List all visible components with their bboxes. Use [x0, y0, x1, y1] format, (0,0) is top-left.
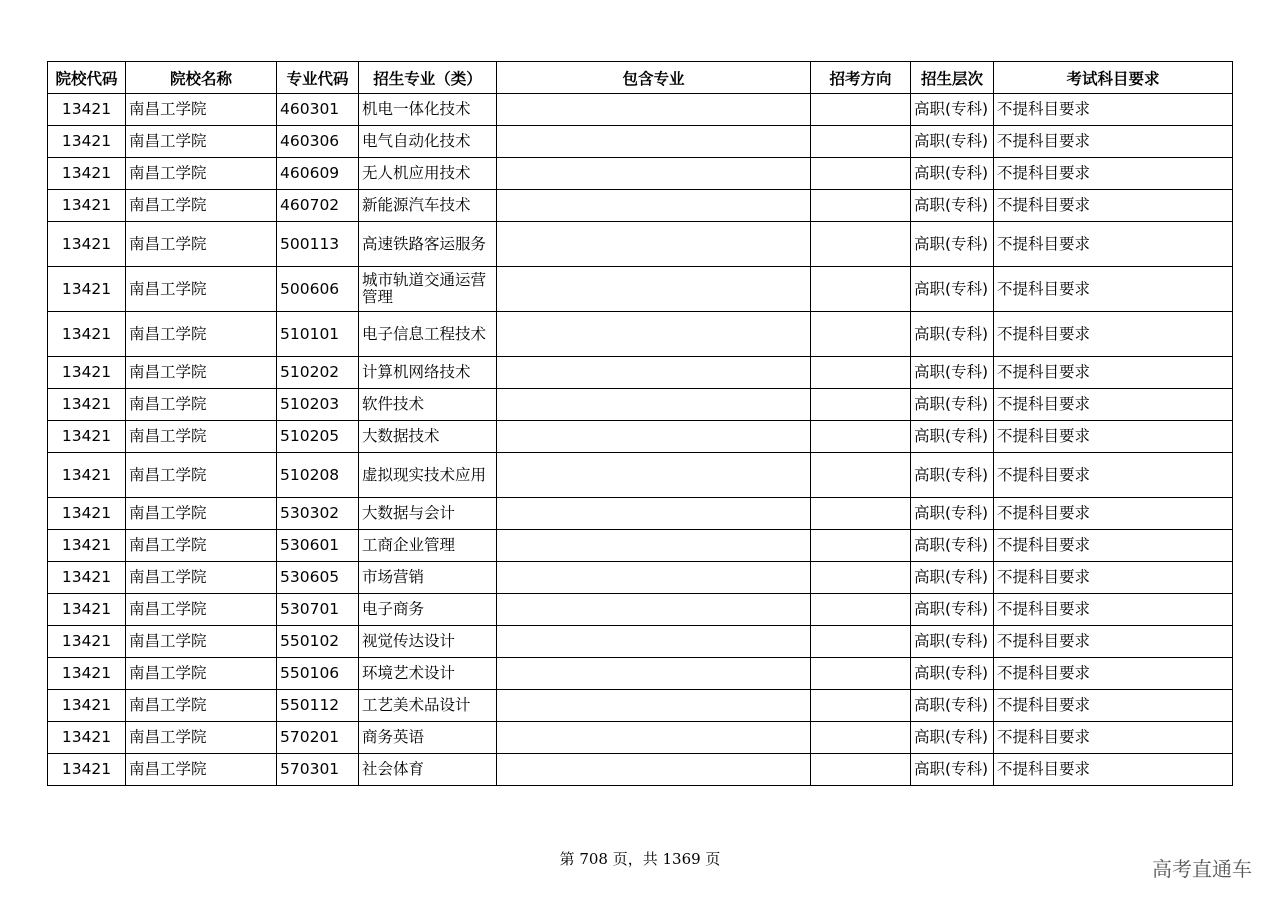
cell-requirement: 不提科目要求	[994, 421, 1233, 453]
page-number: 第 708 页，共 1369 页	[559, 850, 721, 868]
header-level: 招生层次	[911, 62, 994, 94]
cell-major: 视觉传达设计	[359, 626, 497, 658]
table-row	[48, 594, 1233, 626]
cell-level: 高职(专科)	[911, 126, 994, 158]
cell-school-code: 13421	[48, 312, 126, 357]
cell-requirement: 不提科目要求	[994, 722, 1233, 754]
cell-major-code: 550112	[277, 690, 359, 722]
cell-level: 高职(专科)	[911, 267, 994, 312]
cell-level: 高职(专科)	[911, 222, 994, 267]
cell-major: 高速铁路客运服务	[359, 222, 497, 267]
cell-school-code: 13421	[48, 658, 126, 690]
cell-major: 机电一体化技术	[359, 94, 497, 126]
cell-major: 大数据与会计	[359, 498, 497, 530]
cell-school-code: 13421	[48, 594, 126, 626]
cell-school-code: 13421	[48, 453, 126, 498]
table-row	[48, 754, 1233, 786]
table-row	[48, 267, 1233, 312]
cell-level: 高职(专科)	[911, 498, 994, 530]
cell-school-name: 南昌工学院	[126, 626, 277, 658]
cell-direction	[811, 267, 911, 312]
cell-level: 高职(专科)	[911, 594, 994, 626]
cell-requirement: 不提科目要求	[994, 190, 1233, 222]
cell-major-code: 550102	[277, 626, 359, 658]
cell-level: 高职(专科)	[911, 158, 994, 190]
cell-major-code: 500606	[277, 267, 359, 312]
cell-requirement: 不提科目要求	[994, 222, 1233, 267]
cell-school-name: 南昌工学院	[126, 562, 277, 594]
table-row	[48, 357, 1233, 389]
cell-major-code: 510208	[277, 453, 359, 498]
cell-level: 高职(专科)	[911, 453, 994, 498]
cell-direction	[811, 498, 911, 530]
cell-school-name: 南昌工学院	[126, 498, 277, 530]
cell-included-majors	[497, 754, 811, 786]
table-row	[48, 94, 1233, 126]
cell-school-code: 13421	[48, 626, 126, 658]
cell-school-name: 南昌工学院	[126, 690, 277, 722]
cell-major-code: 510203	[277, 389, 359, 421]
header-school-name: 院校名称	[126, 62, 277, 94]
cell-requirement: 不提科目要求	[994, 94, 1233, 126]
cell-major: 软件技术	[359, 389, 497, 421]
header-included-majors: 包含专业	[497, 62, 811, 94]
cell-direction	[811, 94, 911, 126]
cell-included-majors	[497, 722, 811, 754]
cell-school-code: 13421	[48, 190, 126, 222]
cell-school-name: 南昌工学院	[126, 190, 277, 222]
cell-major-code: 570201	[277, 722, 359, 754]
cell-direction	[811, 453, 911, 498]
cell-direction	[811, 222, 911, 267]
cell-direction	[811, 594, 911, 626]
cell-included-majors	[497, 267, 811, 312]
cell-school-name: 南昌工学院	[126, 389, 277, 421]
cell-major: 市场营销	[359, 562, 497, 594]
cell-included-majors	[497, 190, 811, 222]
cell-school-name: 南昌工学院	[126, 658, 277, 690]
cell-major: 城市轨道交通运营管理	[359, 267, 497, 312]
cell-requirement: 不提科目要求	[994, 267, 1233, 312]
cell-included-majors	[497, 453, 811, 498]
cell-included-majors	[497, 94, 811, 126]
cell-school-name: 南昌工学院	[126, 421, 277, 453]
cell-major-code: 510205	[277, 421, 359, 453]
table-row	[48, 658, 1233, 690]
cell-school-code: 13421	[48, 421, 126, 453]
cell-major: 社会体育	[359, 754, 497, 786]
cell-included-majors	[497, 626, 811, 658]
cell-direction	[811, 626, 911, 658]
cell-major-code: 460306	[277, 126, 359, 158]
cell-level: 高职(专科)	[911, 357, 994, 389]
table-row	[48, 222, 1233, 267]
cell-school-code: 13421	[48, 562, 126, 594]
cell-major: 虚拟现实技术应用	[359, 453, 497, 498]
cell-school-code: 13421	[48, 498, 126, 530]
cell-included-majors	[497, 126, 811, 158]
cell-level: 高职(专科)	[911, 94, 994, 126]
cell-included-majors	[497, 357, 811, 389]
cell-school-code: 13421	[48, 357, 126, 389]
cell-school-name: 南昌工学院	[126, 357, 277, 389]
cell-included-majors	[497, 421, 811, 453]
cell-included-majors	[497, 389, 811, 421]
cell-school-name: 南昌工学院	[126, 222, 277, 267]
cell-major-code: 530701	[277, 594, 359, 626]
cell-requirement: 不提科目要求	[994, 626, 1233, 658]
cell-school-name: 南昌工学院	[126, 722, 277, 754]
cell-school-code: 13421	[48, 530, 126, 562]
cell-major-code: 510202	[277, 357, 359, 389]
table-row	[48, 190, 1233, 222]
cell-included-majors	[497, 562, 811, 594]
table-row	[48, 312, 1233, 357]
cell-major: 工商企业管理	[359, 530, 497, 562]
cell-school-name: 南昌工学院	[126, 312, 277, 357]
cell-direction	[811, 722, 911, 754]
cell-included-majors	[497, 498, 811, 530]
cell-school-name: 南昌工学院	[126, 126, 277, 158]
watermark: 高考直通车	[1152, 857, 1252, 881]
cell-major-code: 550106	[277, 658, 359, 690]
cell-level: 高职(专科)	[911, 722, 994, 754]
cell-included-majors	[497, 312, 811, 357]
table-row	[48, 498, 1233, 530]
cell-requirement: 不提科目要求	[994, 754, 1233, 786]
cell-level: 高职(专科)	[911, 754, 994, 786]
cell-requirement: 不提科目要求	[994, 562, 1233, 594]
cell-requirement: 不提科目要求	[994, 126, 1233, 158]
cell-direction	[811, 357, 911, 389]
cell-school-name: 南昌工学院	[126, 594, 277, 626]
cell-school-code: 13421	[48, 158, 126, 190]
cell-major-code: 460609	[277, 158, 359, 190]
cell-included-majors	[497, 690, 811, 722]
cell-school-name: 南昌工学院	[126, 754, 277, 786]
header-requirement: 考试科目要求	[994, 62, 1233, 94]
cell-level: 高职(专科)	[911, 562, 994, 594]
cell-requirement: 不提科目要求	[994, 158, 1233, 190]
admissions-table	[47, 61, 1233, 786]
cell-level: 高职(专科)	[911, 690, 994, 722]
cell-major: 电子信息工程技术	[359, 312, 497, 357]
cell-direction	[811, 690, 911, 722]
cell-major-code: 460301	[277, 94, 359, 126]
table-row	[48, 562, 1233, 594]
cell-direction	[811, 158, 911, 190]
cell-major-code: 530601	[277, 530, 359, 562]
cell-level: 高职(专科)	[911, 530, 994, 562]
cell-major-code: 530302	[277, 498, 359, 530]
cell-direction	[811, 312, 911, 357]
cell-major-code: 530605	[277, 562, 359, 594]
cell-direction	[811, 754, 911, 786]
cell-included-majors	[497, 594, 811, 626]
cell-major: 工艺美术品设计	[359, 690, 497, 722]
cell-major: 电子商务	[359, 594, 497, 626]
cell-major-code: 500113	[277, 222, 359, 267]
cell-school-code: 13421	[48, 126, 126, 158]
table-row	[48, 626, 1233, 658]
cell-school-code: 13421	[48, 222, 126, 267]
header-direction: 招考方向	[811, 62, 911, 94]
cell-requirement: 不提科目要求	[994, 312, 1233, 357]
table-row	[48, 530, 1233, 562]
cell-level: 高职(专科)	[911, 190, 994, 222]
cell-school-code: 13421	[48, 389, 126, 421]
cell-major: 无人机应用技术	[359, 158, 497, 190]
cell-direction	[811, 562, 911, 594]
table-row	[48, 690, 1233, 722]
cell-requirement: 不提科目要求	[994, 498, 1233, 530]
cell-school-code: 13421	[48, 94, 126, 126]
table-row	[48, 453, 1233, 498]
cell-school-code: 13421	[48, 690, 126, 722]
cell-included-majors	[497, 530, 811, 562]
table-row	[48, 722, 1233, 754]
cell-school-name: 南昌工学院	[126, 530, 277, 562]
cell-school-code: 13421	[48, 754, 126, 786]
cell-requirement: 不提科目要求	[994, 658, 1233, 690]
cell-school-name: 南昌工学院	[126, 453, 277, 498]
cell-included-majors	[497, 222, 811, 267]
cell-major: 电气自动化技术	[359, 126, 497, 158]
header-major: 招生专业（类）	[359, 62, 497, 94]
cell-level: 高职(专科)	[911, 626, 994, 658]
cell-level: 高职(专科)	[911, 389, 994, 421]
table-row	[48, 421, 1233, 453]
cell-major: 环境艺术设计	[359, 658, 497, 690]
cell-school-code: 13421	[48, 267, 126, 312]
cell-requirement: 不提科目要求	[994, 690, 1233, 722]
cell-level: 高职(专科)	[911, 312, 994, 357]
cell-school-code: 13421	[48, 722, 126, 754]
cell-direction	[811, 530, 911, 562]
header-row	[48, 62, 1233, 94]
cell-major: 新能源汽车技术	[359, 190, 497, 222]
cell-major: 计算机网络技术	[359, 357, 497, 389]
cell-direction	[811, 658, 911, 690]
cell-included-majors	[497, 658, 811, 690]
cell-direction	[811, 190, 911, 222]
header-major-code: 专业代码	[277, 62, 359, 94]
table-row	[48, 389, 1233, 421]
header-school-code: 院校代码	[48, 62, 126, 94]
cell-major: 商务英语	[359, 722, 497, 754]
cell-major-code: 460702	[277, 190, 359, 222]
cell-major: 大数据技术	[359, 421, 497, 453]
cell-direction	[811, 389, 911, 421]
cell-requirement: 不提科目要求	[994, 530, 1233, 562]
cell-level: 高职(专科)	[911, 421, 994, 453]
table-row	[48, 158, 1233, 190]
cell-school-name: 南昌工学院	[126, 267, 277, 312]
table-row	[48, 126, 1233, 158]
cell-major-code: 570301	[277, 754, 359, 786]
cell-major-code: 510101	[277, 312, 359, 357]
cell-direction	[811, 126, 911, 158]
cell-school-name: 南昌工学院	[126, 158, 277, 190]
cell-school-name: 南昌工学院	[126, 94, 277, 126]
cell-requirement: 不提科目要求	[994, 389, 1233, 421]
cell-requirement: 不提科目要求	[994, 357, 1233, 389]
cell-direction	[811, 421, 911, 453]
cell-included-majors	[497, 158, 811, 190]
cell-requirement: 不提科目要求	[994, 453, 1233, 498]
cell-requirement: 不提科目要求	[994, 594, 1233, 626]
cell-level: 高职(专科)	[911, 658, 994, 690]
